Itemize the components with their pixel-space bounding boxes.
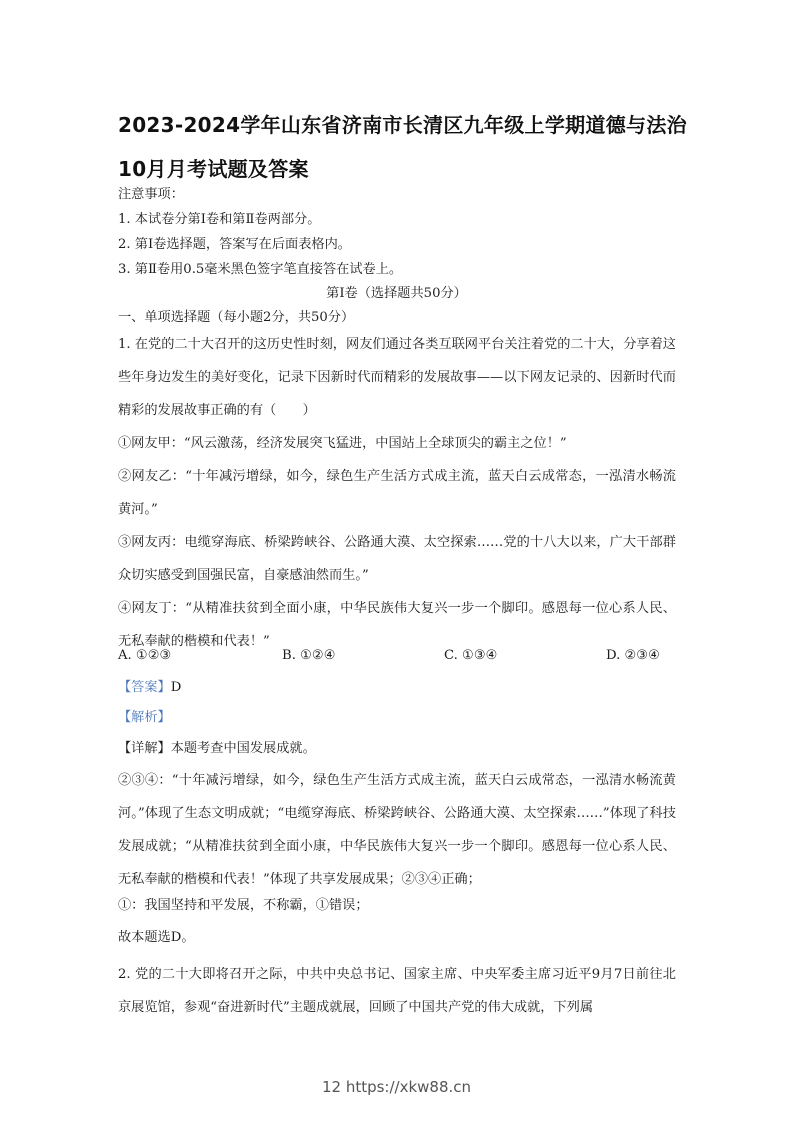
analysis-label: 【解析】: [118, 710, 171, 725]
detail-label: 【详解】: [118, 741, 171, 756]
note-item-2: 2. 第Ⅰ卷选择题，答案写在后面表格内。: [118, 237, 351, 252]
question-1-stem: 1. 在党的二十大召开的这历史性时刻，网友们通过各类互联网平台关注着党的二十大，分享着这些年身边发生的美好变化，记录下因新时代而精彩的发展故事——以下网友记录的、因新时代而精彩的发展故事正确的有（ ）: [118, 337, 676, 418]
conclusion: 故本题选D。: [118, 930, 195, 945]
answer-row: [118, 679, 181, 697]
option-b: B. ①②④: [282, 648, 336, 663]
answer-value: D: [170, 680, 182, 695]
notes-heading: 注意事项：: [118, 187, 184, 202]
option-c: C. ①③④: [444, 648, 498, 663]
detail-row: [118, 740, 316, 758]
detail-body: ②③④：“十年减污增绿，如今，绿色生产生活方式成主流，蓝天白云成常态，一泓清水畅流黄河。”体现了生态文明成就；“电缆穿海底、桥梁跨峡谷、公路通大漠、太空探索……”体现了科技发展成就；“从精准扶贫到全面小康，中华民族伟大复兴一步一个脚印。感恩每一位心系人民、无私奉献的楷模和代表！”体现了共享发展成果；②③④正确；: [118, 773, 676, 887]
option-d: D. ②③④: [606, 648, 660, 663]
section-title: 第Ⅰ卷（选择题共50分）: [326, 286, 467, 301]
page-footer: 12 https://xkw88.cn: [321, 1078, 472, 1096]
question-1-statement-4: ④网友丁：“从精准扶贫到全面小康，中华民族伟大复兴一步一个脚印。感恩每一位心系人民、无私奉献的楷模和代表！”: [118, 601, 676, 649]
option-a: A. ①②③: [118, 648, 172, 663]
question-1-statement-2: ②网友乙：“十年减污增绿，如今，绿色生产生活方式成主流，蓝天白云成常态，一泓清水畅流黄河。”: [118, 469, 676, 517]
question-2-stem: 2. 党的二十大即将召开之际，中共中央总书记、国家主席、中央军委主席习近平9月7日前往北京展览馆，参观“奋进新时代”主题成就展，回顾了中国共产党的伟大成就，下列属: [118, 967, 676, 1015]
question-1-statement-3: ③网友丙：电缆穿海底、桥梁跨峡谷、公路通大漠、太空探索……党的十八大以来，广大干部群众切实感受到国强民富，自豪感油然而生。”: [118, 535, 676, 583]
detail-wrong: ①：我国坚持和平发展，不称霸，①错误；: [118, 898, 369, 913]
answer-label: 【答案】: [118, 680, 171, 695]
detail-intro: 本题考查中国发展成就。: [170, 741, 316, 756]
note-item-1: 1. 本试卷分第Ⅰ卷和第Ⅱ卷两部分。: [118, 212, 321, 227]
document-title: 2023-2024学年山东省济南市长清区九年级上学期道德与法治10月月考试题及答案: [118, 113, 687, 181]
part-title: 一、单项选择题（每小题2分，共50分）: [118, 310, 355, 325]
note-item-3: 3. 第Ⅱ卷用0.5毫米黑色签字笔直接答在试卷上。: [118, 262, 403, 277]
question-1-statement-1: ①网友甲：“风云激荡，经济发展突飞猛进，中国站上全球顶尖的霸主之位！”: [118, 436, 567, 451]
